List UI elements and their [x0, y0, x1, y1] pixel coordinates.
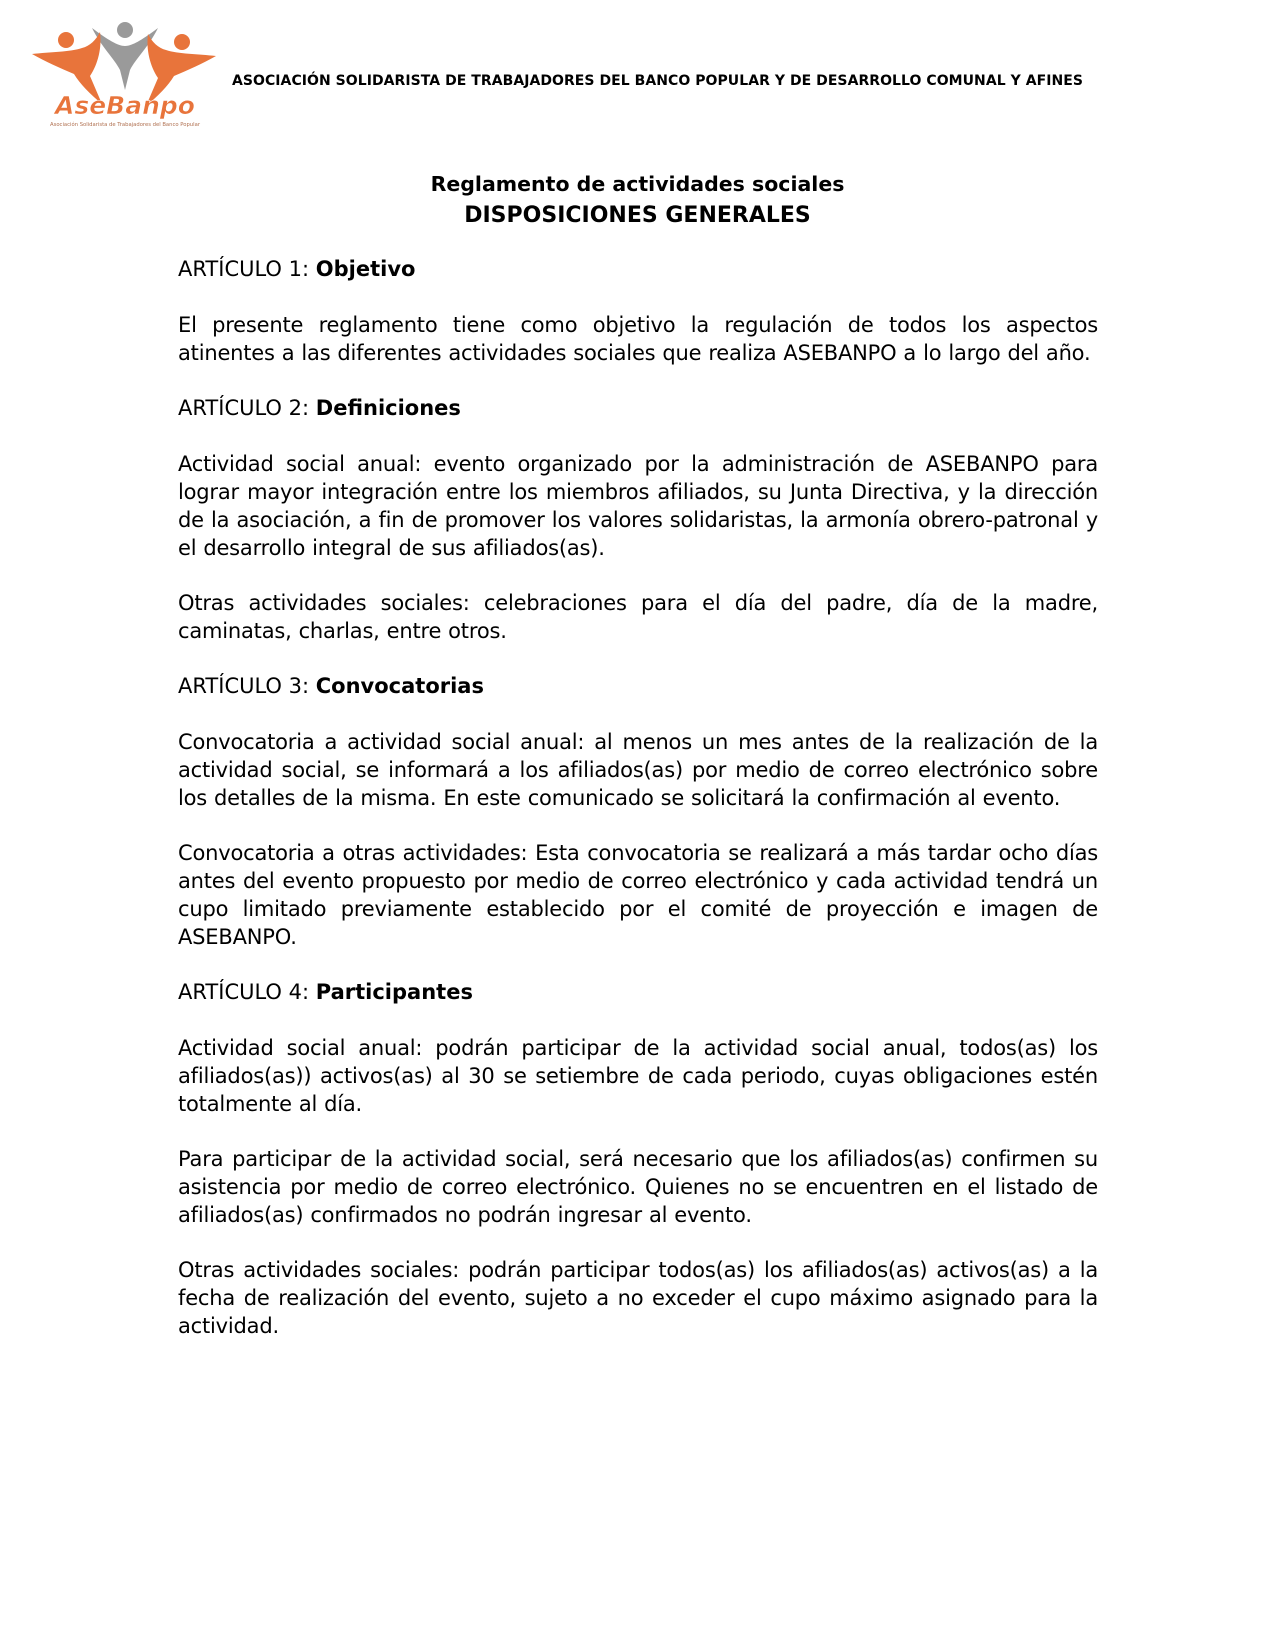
article-number: ARTÍCULO 2: [178, 396, 310, 420]
organization-name: ASOCIACIÓN SOLIDARISTA DE TRABAJADORES DEL BANCO POPULAR Y DE DESARROLLO COMUNAL Y AFINES [232, 73, 1083, 89]
article-name: Convocatorias [315, 674, 484, 698]
document-title: Reglamento de actividades sociales [430, 172, 845, 196]
article-heading [178, 978, 1098, 1007]
logo-tagline: Asociación Solidarista de Trabajadores del Banco Popular [50, 122, 193, 128]
article-heading [178, 672, 1098, 701]
article-paragraph: Convocatoria a actividad social anual: al menos un mes antes de la realización de la actividad social, se informará a los afiliados(as) por medio de correo electrónico sobre los detalles de la misma. En este comunicado se solicitará la confirmación al evento. [178, 730, 1098, 810]
article-name: Participantes [315, 980, 473, 1004]
article-number: ARTÍCULO 4: [178, 980, 310, 1004]
article-paragraph: Actividad social anual: podrán participar de la actividad social anual, todos(as) los afiliados(as)) activos(as) al 30 se setiembre de cada periodo, cuyas obligaciones estén totalmente al día. [178, 1036, 1098, 1116]
article-paragraph: Otras actividades sociales: celebraciones para el día del padre, día de la madre, caminatas, charlas, entre otros. [178, 591, 1098, 643]
article-number: ARTÍCULO 3: [178, 674, 310, 698]
article-name: Definiciones [315, 396, 461, 420]
article-paragraph: Convocatoria a otras actividades: Esta convocatoria se realizará a más tardar ocho días antes del evento propuesto por medio de correo electrónico y cada actividad tendrá un cupo limitado previamente establecido por el comité de proyección e imagen de ASEBANPO. [178, 841, 1098, 949]
article-number: ARTÍCULO 1: [178, 257, 310, 281]
article-paragraph: El presente reglamento tiene como objetivo la regulación de todos los aspectos atinentes a las diferentes actividades sociales que realiza ASEBANPO a lo largo del año. [178, 313, 1098, 365]
article-heading [178, 255, 1098, 284]
article-4 [178, 978, 1098, 1340]
asebanpo-logo [30, 18, 220, 138]
document-body [178, 255, 1098, 1367]
article-paragraph: Otras actividades sociales: podrán participar todos(as) los afiliados(as) activos(as) a la fecha de realización del evento, sujeto a no exceder el cupo máximo asignado para la actividad. [178, 1258, 1098, 1338]
article-heading [178, 394, 1098, 423]
article-paragraph: Actividad social anual: evento organizado por la administración de ASEBANPO para lograr mayor integración entre los miembros afiliados, su Junta Directiva, y la dirección de la asociación, a fin de promover los valores solidaristas, la armonía obrero-patronal y el desarrollo integral de sus afiliados(as). [178, 452, 1098, 560]
article-paragraph: Para participar de la actividad social, será necesario que los afiliados(as) confirmen su asistencia por medio de correo electrónico. Quienes no se encuentren en el listado de afiliados(as) confirmados no podrán ingresar al evento. [178, 1147, 1098, 1227]
logo-gray-figure [92, 22, 158, 90]
article-name: Objetivo [315, 257, 416, 281]
logo-wordmark: AseBanpo [55, 91, 195, 120]
article-2 [178, 394, 1098, 645]
document-subtitle: DISPOSICIONES GENERALES [464, 203, 811, 228]
article-1 [178, 255, 1098, 367]
article-3 [178, 672, 1098, 951]
